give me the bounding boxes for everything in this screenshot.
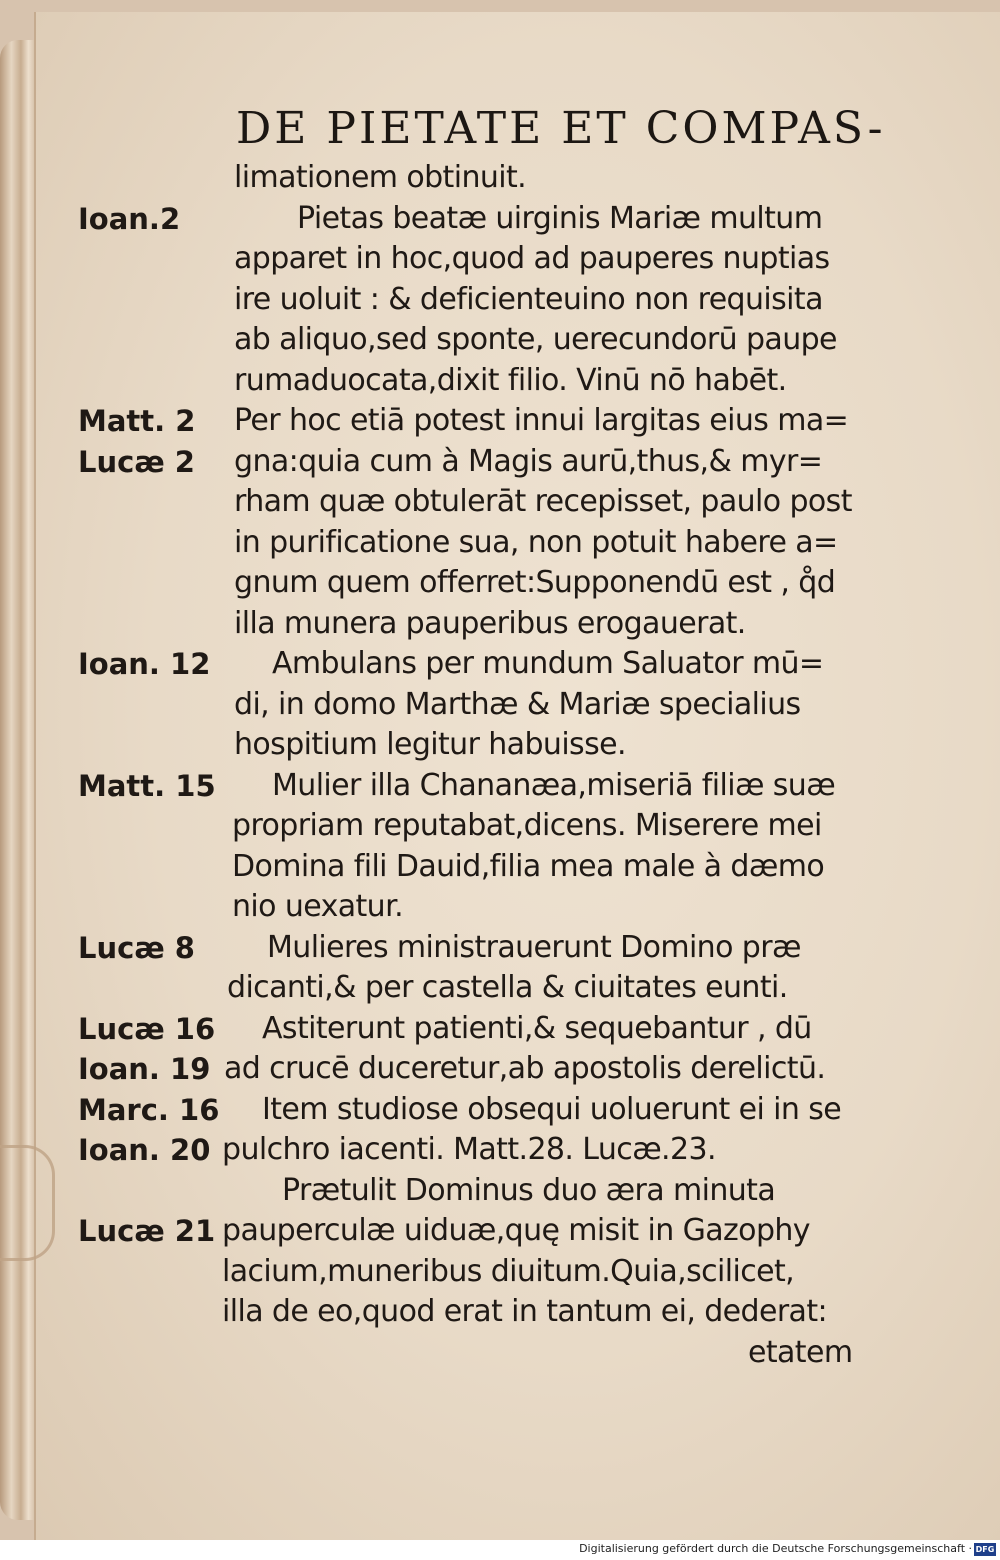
text-line: limationem obtinuit. — [234, 160, 527, 195]
text-row — [72, 320, 892, 361]
text-row — [72, 1211, 892, 1252]
text-row — [72, 887, 892, 928]
text-row — [72, 442, 892, 483]
text-row — [72, 199, 892, 240]
text-line: propriam reputabat,dicens. Miserere mei — [232, 808, 822, 843]
text-row — [72, 239, 892, 280]
text-line: Item studiose obsequi uoluerunt ei in se — [262, 1091, 842, 1127]
text-line: Per hoc etiā potest innui largitas eius ma= — [234, 403, 849, 438]
page-clip — [0, 1145, 55, 1261]
text-row — [72, 523, 892, 564]
margin-reference: Ioan. 19 — [78, 1052, 211, 1086]
text-line: illa de eo,quod erat in tantum ei, dederat: — [222, 1294, 828, 1329]
footer-bar — [0, 1540, 1000, 1560]
text-row — [72, 361, 892, 402]
text-row — [72, 1009, 892, 1050]
text-line: hospitium legitur habuisse. — [234, 727, 626, 762]
text-line: Ambulans per mundum Saluator mū= — [272, 646, 824, 681]
margin-reference: Matt. 15 — [78, 768, 216, 803]
text-line: dicanti,& per castella & ciuitates eunti. — [227, 970, 788, 1005]
text-row — [72, 766, 892, 807]
text-row — [72, 806, 892, 847]
text-line: ire uoluit : & deficienteuino non requisita — [234, 281, 823, 317]
text-row — [72, 158, 892, 199]
text-row — [72, 1090, 892, 1131]
text-row — [72, 563, 892, 604]
book-edge — [0, 40, 38, 1520]
margin-reference: Lucæ 21 — [78, 1214, 216, 1248]
text-line: rumaduocata,dixit filio. Vinū nō habēt. — [234, 362, 787, 398]
footer-credit: Digitalisierung gefördert durch die Deutsche Forschungsgemeinschaft · — [579, 1542, 972, 1555]
text-line: pauperculæ uiduæ,quę misit in Gazophy — [222, 1213, 810, 1248]
text-line: in purificatione sua, non potuit habere a= — [234, 524, 838, 560]
dfg-logo: DFG — [975, 1545, 995, 1554]
text-row — [72, 482, 892, 523]
text-line: lacium,muneribus diuitum.Quia,scilicet, — [222, 1253, 795, 1289]
margin-reference: Ioan. 20 — [78, 1133, 211, 1167]
text-row — [72, 1171, 892, 1212]
text-row — [72, 1130, 892, 1171]
text-line: etatem — [748, 1334, 853, 1370]
text-line: pulchro iacenti. Matt.28. Lucæ.23. — [222, 1132, 716, 1167]
margin-reference: Marc. 16 — [78, 1092, 220, 1127]
margin-reference: Lucæ 8 — [78, 930, 195, 965]
text-line: Astiterunt patienti,& sequebantur , dū — [262, 1010, 812, 1046]
page-header: DE PIETATE ET COMPAS- — [236, 103, 886, 154]
text-row — [72, 968, 892, 1009]
text-line: Pietas beatæ uirginis Mariæ multum — [297, 200, 823, 236]
text-row — [72, 1252, 892, 1293]
text-row — [72, 685, 892, 726]
text-line: ab aliquo,sed sponte, uerecundorū paupe — [234, 322, 837, 357]
text-row — [72, 280, 892, 321]
text-line: Prætulit Dominus duo æra minuta — [282, 1172, 776, 1208]
text-line: rham quæ obtulerāt recepisset, paulo post — [234, 484, 852, 519]
text-row — [72, 847, 892, 888]
text-line: illa munera pauperibus erogauerat. — [234, 605, 746, 641]
text-line: apparet in hoc,quod ad pauperes nuptias — [234, 241, 830, 276]
text-block — [72, 158, 892, 1373]
margin-reference: Ioan. 12 — [78, 647, 211, 681]
text-row — [72, 928, 892, 969]
margin-reference: Ioan.2 — [78, 201, 181, 236]
text-line: di, in domo Marthæ & Mariæ specialius — [234, 686, 801, 722]
text-row — [72, 644, 892, 685]
text-row — [72, 401, 892, 442]
text-line: Mulier illa Chananæa,miseriā filiæ suæ — [272, 767, 836, 803]
text-line: Domina fili Dauid,filia mea male à dæmo — [232, 848, 825, 884]
margin-reference: Lucæ 2 — [78, 444, 195, 479]
margin-reference: Matt. 2 — [78, 404, 196, 438]
text-row — [72, 1292, 892, 1333]
text-row — [72, 604, 892, 645]
text-row — [72, 1333, 892, 1374]
margin-reference: Lucæ 16 — [78, 1011, 216, 1046]
text-line: gnum quem offerret:Supponendū est , q̊d — [234, 565, 836, 600]
text-row — [72, 1049, 892, 1090]
text-row — [72, 725, 892, 766]
text-line: nio uexatur. — [232, 889, 404, 924]
text-line: gna:quia cum à Magis aurū,thus,& myr= — [234, 443, 823, 479]
text-line: Mulieres ministrauerunt Domino præ — [267, 929, 801, 965]
text-line: ad crucē duceretur,ab apostolis derelictū. — [224, 1051, 826, 1086]
